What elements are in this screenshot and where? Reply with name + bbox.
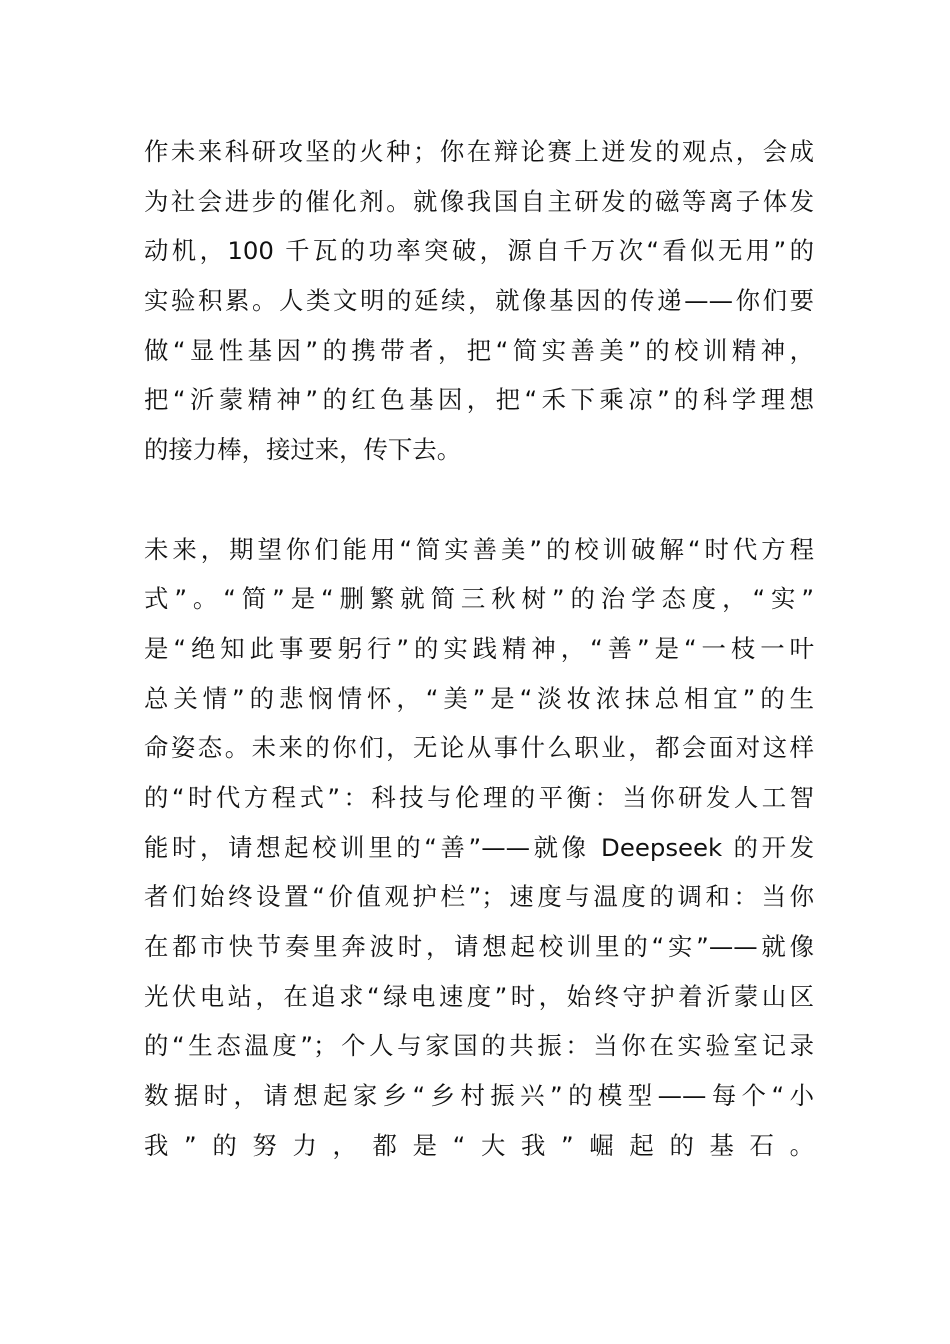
paragraph-1 — [144, 127, 814, 475]
text-line: 的“生态温度”；个人与家国的共振：当你在实验室记录 — [144, 1031, 814, 1061]
text-line: 在都市快节奏里奔波时，请想起校训里的“实”——就像 — [144, 932, 814, 961]
text-line: 动机，100 千瓦的功率突破，源自千万次“看似无用”的 — [144, 236, 814, 266]
text-line: 总关情”的悲悯情怀，“美”是“淡妆浓抹总相宜”的生 — [144, 683, 814, 713]
text-line: 式”。“简”是“删繁就简三秋树”的治学态度，“实” — [144, 584, 814, 614]
text-line: 数据时，请想起家乡“乡村振兴”的模型——每个“小 — [144, 1081, 814, 1111]
text-line: 是“绝知此事要躬行”的实践精神，“善”是“一枝一叶 — [144, 633, 814, 663]
text-line: 为社会进步的催化剂。就像我国自主研发的磁等离子体发 — [144, 186, 814, 216]
text-line: 作未来科研攻坚的火种；你在辩论赛上迸发的观点，会成 — [144, 137, 814, 166]
paragraph-2 — [144, 525, 814, 1221]
text-line: 把“沂蒙精神”的红色基因，把“禾下乘凉”的科学理想 — [144, 385, 814, 415]
text-line: 能时，请想起校训里的“善”——就像 Deepseek 的开发 — [144, 832, 814, 862]
text-line: 者们始终设置“价值观护栏”；速度与温度的调和：当你 — [144, 882, 814, 912]
paragraph-spacer — [144, 475, 814, 525]
text-line: 做“显性基因”的携带者，把“简实善美”的校训精神， — [144, 335, 814, 365]
document-page — [144, 127, 814, 1220]
text-line: 我”的努力，都是“大我”崛起的基石。 — [144, 1130, 814, 1160]
text-line: 的“时代方程式”：科技与伦理的平衡：当你研发人工智 — [144, 782, 814, 812]
text-line — [144, 1170, 814, 1220]
text-line: 未来，期望你们能用“简实善美”的校训破解“时代方程 — [144, 534, 814, 564]
text-line: 实验积累。人类文明的延续，就像基因的传递——你们要 — [144, 286, 814, 316]
text-line: 光伏电站，在追求“绿电速度”时，始终守护着沂蒙山区 — [144, 981, 814, 1011]
text-line: 命姿态。未来的你们，无论从事什么职业，都会面对这样 — [144, 733, 814, 763]
text-line: 的接力棒，接过来，传下去。 — [144, 435, 462, 465]
